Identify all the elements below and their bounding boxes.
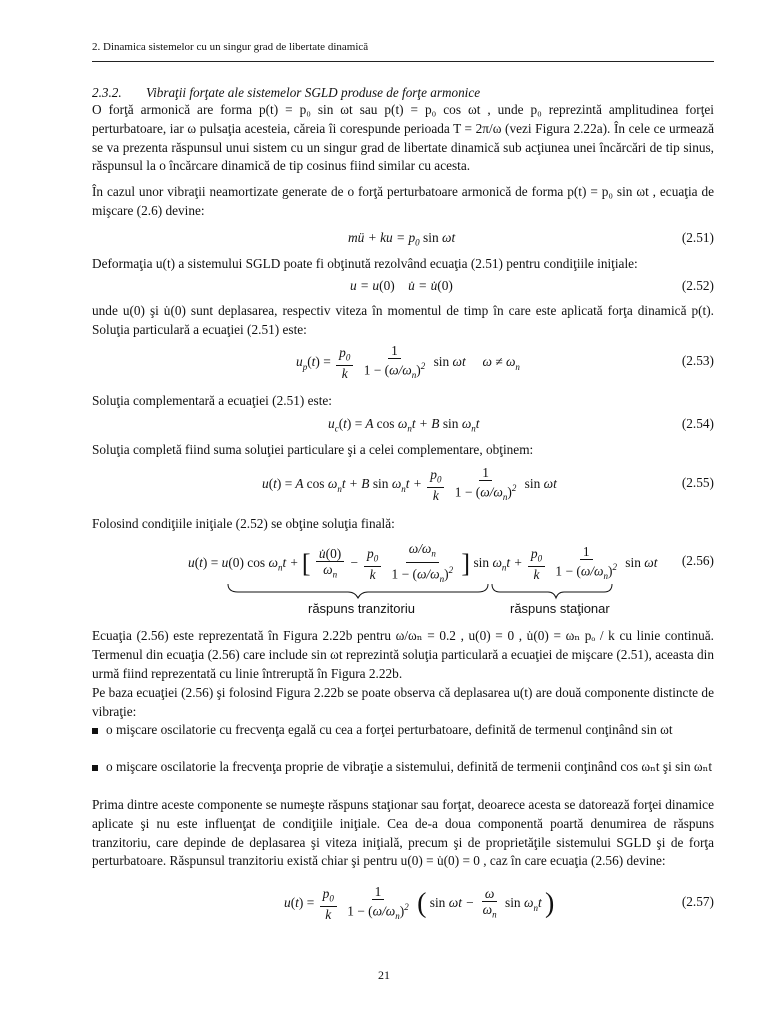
section-number: 2.3.2. <box>92 85 122 100</box>
running-header: 2. Dinamica sistemelor cu un singur grad de libertate dinamică <box>92 41 369 53</box>
bullet-item-1: o mişcare oscilatorie cu frecvenţa egală cu cea a forţei perturbatoare, definită de termenul conţinând sin ωt <box>92 722 714 738</box>
equation-2-52: u = u(0) u̇ = u̇(0) <box>350 278 453 293</box>
paragraph-2: În cazul unor vibraţii neamortizate generate de o forţă perturbatoare armonică de forma p(t) = p₀ sin ωt , ecuaţia de mişcare (2.6) devine: <box>92 184 714 218</box>
bullet-square-icon <box>92 765 98 771</box>
underbrace-steady <box>492 584 612 598</box>
equation-number: (2.55) <box>681 475 714 490</box>
equation-number: (2.54) <box>681 416 714 431</box>
paragraph-9: Pe baza ecuaţiei (2.56) şi folosind Figura 2.22b se poate observa că deplasarea u(t) are două componente distincte de vibraţie: <box>92 685 714 719</box>
equation-2-55: u(t) = A $\cos \omega_nt + B$ $\sin \omega_nt$ + $\frac{p_0}{k}$ $\frac{1}{1 - (\omega/\omega_n)^2}$ sin ωt <box>262 465 557 504</box>
page-number: 21 <box>378 968 390 982</box>
label-steady-response: răspuns staţionar <box>510 601 610 616</box>
equation-2-54: $u_c(t) = A$ $\cos \omega_nt + B$ $\sin \omega_nt$ <box>328 416 480 434</box>
paragraph-1: O forţă armonică are forma p(t) = p₀ sin ωt sau p(t) = p₀ cos ωt , unde p₀ reprezintă amplitudinea forţei perturbatoare, iar ω pulsaţia acesteia, căreia îi corespunde perioada T = 2π/ω (vezi Figura 2.22a). În cele ce urmează se va prezenta răspunsul unui sistem cu un singur grad de libertate dinamică sub acţiunea unei încărcări de tip sinus, răspunsul la o încărcare dinamică de tip cosinus fiind similar cu acesta. <box>92 102 714 174</box>
section-title: Vibraţii forţate ale sistemelor SGLD produse de forţe armonice <box>146 85 481 100</box>
paragraph-10: Prima dintre aceste componente se numeşte răspuns staţionar sau forţat, deoarece acesta se datorează forţei dinamice aplicate şi nu este influenţat de condiţiile iniţiale. Cea de-a doua componentă poartă denumirea de răspuns tranzitoriu, care depinde de deplasarea şi viteza iniţială, precum şi de proprietăţile sistemului SGLD şi de forţa perturbatoare. Răspunsul tranzitoriu există chiar şi pentru u(0) = u̇(0) = 0 , caz în care ecuaţia (2.56) devine: <box>92 797 714 869</box>
paragraph-6: Soluţia completă fiind suma soluţiei particulare şi a celei complementare, obţinem: <box>92 442 534 457</box>
equation-number: (2.52) <box>681 278 714 293</box>
equation-2-51: mü + ku = $p_0$ sin ωt <box>348 230 456 248</box>
equation-2-53: $u_p(t)$ = $\frac{p_0}{k}$ $\frac{1}{1 - (\omega/\omega_n)^2}$ sin ωt $\omega \ne \omega_n$ <box>296 343 520 382</box>
equation-number: (2.56) <box>681 553 714 568</box>
bullet-square-icon <box>92 728 98 734</box>
paragraph-8: Ecuaţia (2.56) este reprezentată în Figura 2.22b pentru ω/ωₙ = 0.2 , u(0) = 0 , u̇(0) = ωₙ pₒ / k cu linie continuă. Termenul din ecuaţia (2.56) care include sin ωt reprezintă soluţia particulară a ecuaţiei de mişcare (2.51), aceasta din urmă fiind reprezentată cu linie întreruptă în Figura 2.22b. <box>92 628 714 681</box>
equation-2-56: u(t) = u(0) $\cos \omega_nt$ + [ $\frac{u̇(0)}{\omega_n}$ − $\frac{p_0}{k}$ $\frac{\omega/\omega_n}{1 - (\omega/\omega_n)^2}$ ] $\sin \omega_nt$ + $\frac{p_0}{k}$ $\frac{1}{1 - (\omega/\omega_n)^2}$ sin ωt <box>188 541 658 584</box>
paragraph-5: Soluţia complementară a ecuaţiei (2.51) este: <box>92 393 332 408</box>
equation-number: (2.57) <box>681 894 714 909</box>
equation-number: (2.51) <box>681 230 714 245</box>
underbrace-transient <box>228 584 488 598</box>
label-transient-response: răspuns tranzitoriu <box>308 601 415 616</box>
equation-number: (2.53) <box>681 353 714 368</box>
paragraph-7: Folosind condiţiile iniţiale (2.52) se obţine soluţia finală: <box>92 516 395 531</box>
paragraph-3: Deformaţia u(t) a sistemului SGLD poate fi obţinută rezolvând ecuaţia (2.51) pentru condiţiile iniţiale: <box>92 256 638 271</box>
equation-2-57: u(t) = $\frac{p_0}{k}$ $\frac{1}{1 - (\omega/\omega_n)^2}$ ( sin ωt − $\frac{\omega}{\omega_n}$ $\sin \omega_nt$ ) <box>284 884 555 923</box>
paragraph-4: unde u(0) şi u̇(0) sunt deplasarea, respectiv viteza în momentul de timp în care este aplicată forţa dinamică p(t). Soluţia particulară a ecuaţiei (2.51) este: <box>92 303 714 337</box>
bullet-item-2: o mişcare oscilatorie la frecvenţa proprie de vibraţie a sistemului, definită de termenii conţinând cos ωₙt şi sin ωₙt <box>92 759 714 775</box>
